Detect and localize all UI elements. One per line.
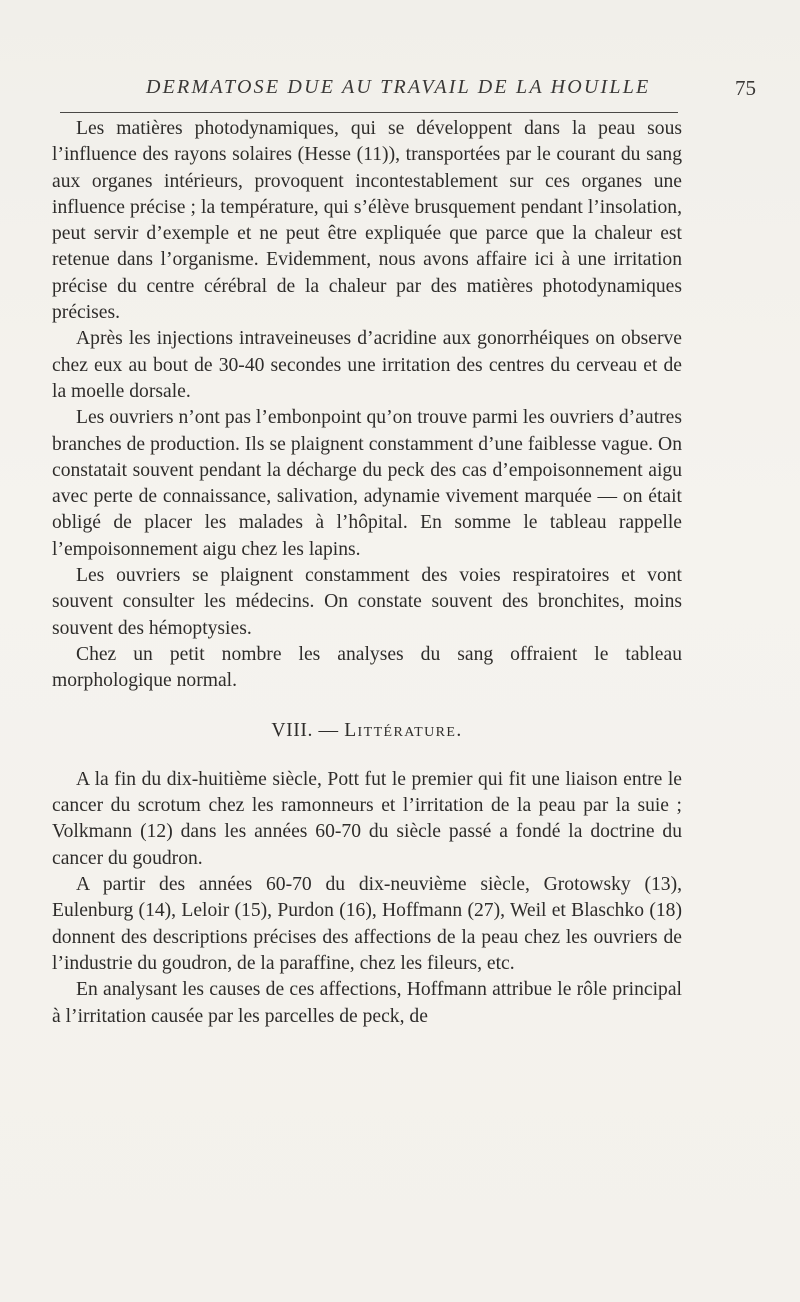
paragraph-workers-weakness: Les ouvriers n’ont pas l’embonpoint qu’on trouve parmi les ouvriers d’autres branches de production. Ils se plaignent constamment d’une faiblesse vague. On constatait souvent pendant la décharge du peck des cas d’empoisonnement aigu avec perte de connaissance, salivation, adynamie vivement marquée — on était obligé de placer les malades à l’hôpital. En somme le tableau rappelle l’empoisonnement aigu chez les lapins. — [52, 407, 682, 560]
paragraph-blood-analysis: Chez un petit nombre les analyses du sang offraient le tableau morphologique normal. — [52, 643, 682, 692]
page-number: 75 — [735, 76, 756, 100]
running-head — [60, 72, 760, 112]
running-title: DERMATOSE DUE AU TRAVAIL DE LA HOUILLE — [146, 76, 651, 98]
section-title: Littérature. — [344, 719, 463, 741]
paragraph-hoffmann: En analysant les causes de ces affections, Hoffmann attribue le rôle principal à l’irritation causée par les parcelles de peck, de — [52, 979, 682, 1027]
section-heading — [52, 718, 682, 744]
body-text — [52, 116, 682, 1030]
paragraph-pott: A la fin du dix-huitième siècle, Pott fut le premier qui fit une liaison entre le cancer du scrotum chez les ramonneurs et l’irritation de la peau par la suie ; Volkmann (12) dans les années 60-70 du siècle passé a fondé la doctrine du cancer du goudron. — [52, 768, 682, 869]
section-number: VIII. — — [271, 719, 339, 741]
header-rule — [60, 112, 678, 113]
paragraph-photodynamic: Les matières photodynamiques, qui se développent dans la peau sous l’influence des rayons solaires (Hesse (11)), transportées par le courant du sang aux organes intérieurs, provoquent incontestablement sur ces organes une influence précise ; la température, qui s’élève brusquement pendant l’insolation, peut servir d’exemple et ne peut être expliquée que parce que la chaleur est retenue dans l’organisme. Evidemment, nous avons affaire ici à une irritation précise du centre cérébral de la chaleur par des matières photodynamiques précises. — [52, 118, 682, 324]
paragraph-acridine: Après les injections intraveineuses d’acridine aux gonorrhéiques on observe chez eux au bout de 30-40 secondes une irritation des centres du cerveau et de la moelle dorsale. — [52, 328, 682, 402]
paragraph-descriptions: A partir des années 60-70 du dix-neuvième siècle, Grotowsky (13), Eulenburg (14), Leloir (15), Purdon (16), Hoffmann (27), Weil et Blaschko (18) donnent des descriptions précises des affections de la peau chez les ouvriers de l’industrie du goudron, de la paraffine, chez les fileurs, etc. — [52, 874, 682, 974]
paragraph-respiratory: Les ouvriers se plaignent constamment des voies respiratoires et vont souvent consulter les médecins. On constate souvent des bronchites, moins souvent des hémoptysies. — [52, 565, 682, 639]
